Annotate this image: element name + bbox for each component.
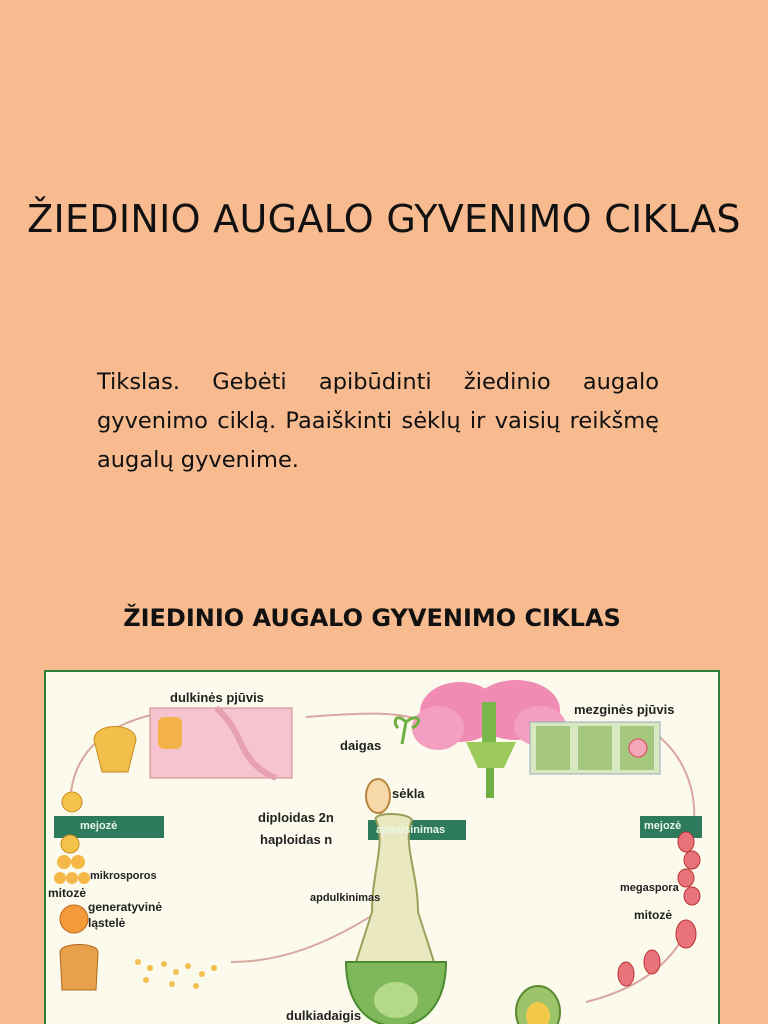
generative-cell [60, 905, 88, 933]
label-generative-cell-line2: ląstelė [88, 916, 126, 930]
slide-goal-text: Tikslas. Gebėti apibūdinti žiedinio augalo gyvenimo ciklą. Paaiškinti sėklų ir vaisių reikšmę augalų gyvenime. [97, 369, 659, 473]
label-diploid: diploidas 2n [258, 810, 334, 825]
label-pollen-tube: dulkiadaigis [286, 1008, 362, 1023]
label-pollination: apdulkinimas [310, 892, 381, 904]
label-mitosis-right: mitozė [634, 908, 673, 922]
anther [94, 727, 136, 773]
label-seedling: daigas [340, 738, 382, 753]
label-anther-section: dulkinės pjūvis [170, 690, 264, 705]
cycle-arrow-bottom-right [586, 932, 686, 1002]
label-fertilization: apvaisinimas [376, 824, 446, 836]
diagram-heading: ŽIEDINIO AUGALO GYVENIMO CIKLAS [123, 604, 621, 632]
mature-anther [60, 945, 98, 991]
label-seed: sėkla [392, 786, 425, 801]
anther-lobes [158, 717, 182, 749]
slide-title: ŽIEDINIO AUGALO GYVENIMO CIKLAS [27, 197, 741, 241]
seed [366, 779, 390, 813]
label-ovary-section: mezginės pjūvis [574, 702, 675, 717]
life-cycle-diagram [44, 670, 720, 1024]
label-haploid: haploidas n [260, 832, 333, 847]
label-meiosis-right: mejozė [644, 820, 682, 832]
label-generative-cell-line1: generatyvinė [88, 900, 163, 914]
life-cycle-illustration [46, 672, 720, 1024]
label-microspores: mikrosporos [90, 870, 157, 882]
label-meiosis-left: mejozė [80, 820, 118, 832]
label-megaspore: megaspora [620, 882, 679, 894]
label-mitosis-left: mitozė [48, 886, 87, 900]
